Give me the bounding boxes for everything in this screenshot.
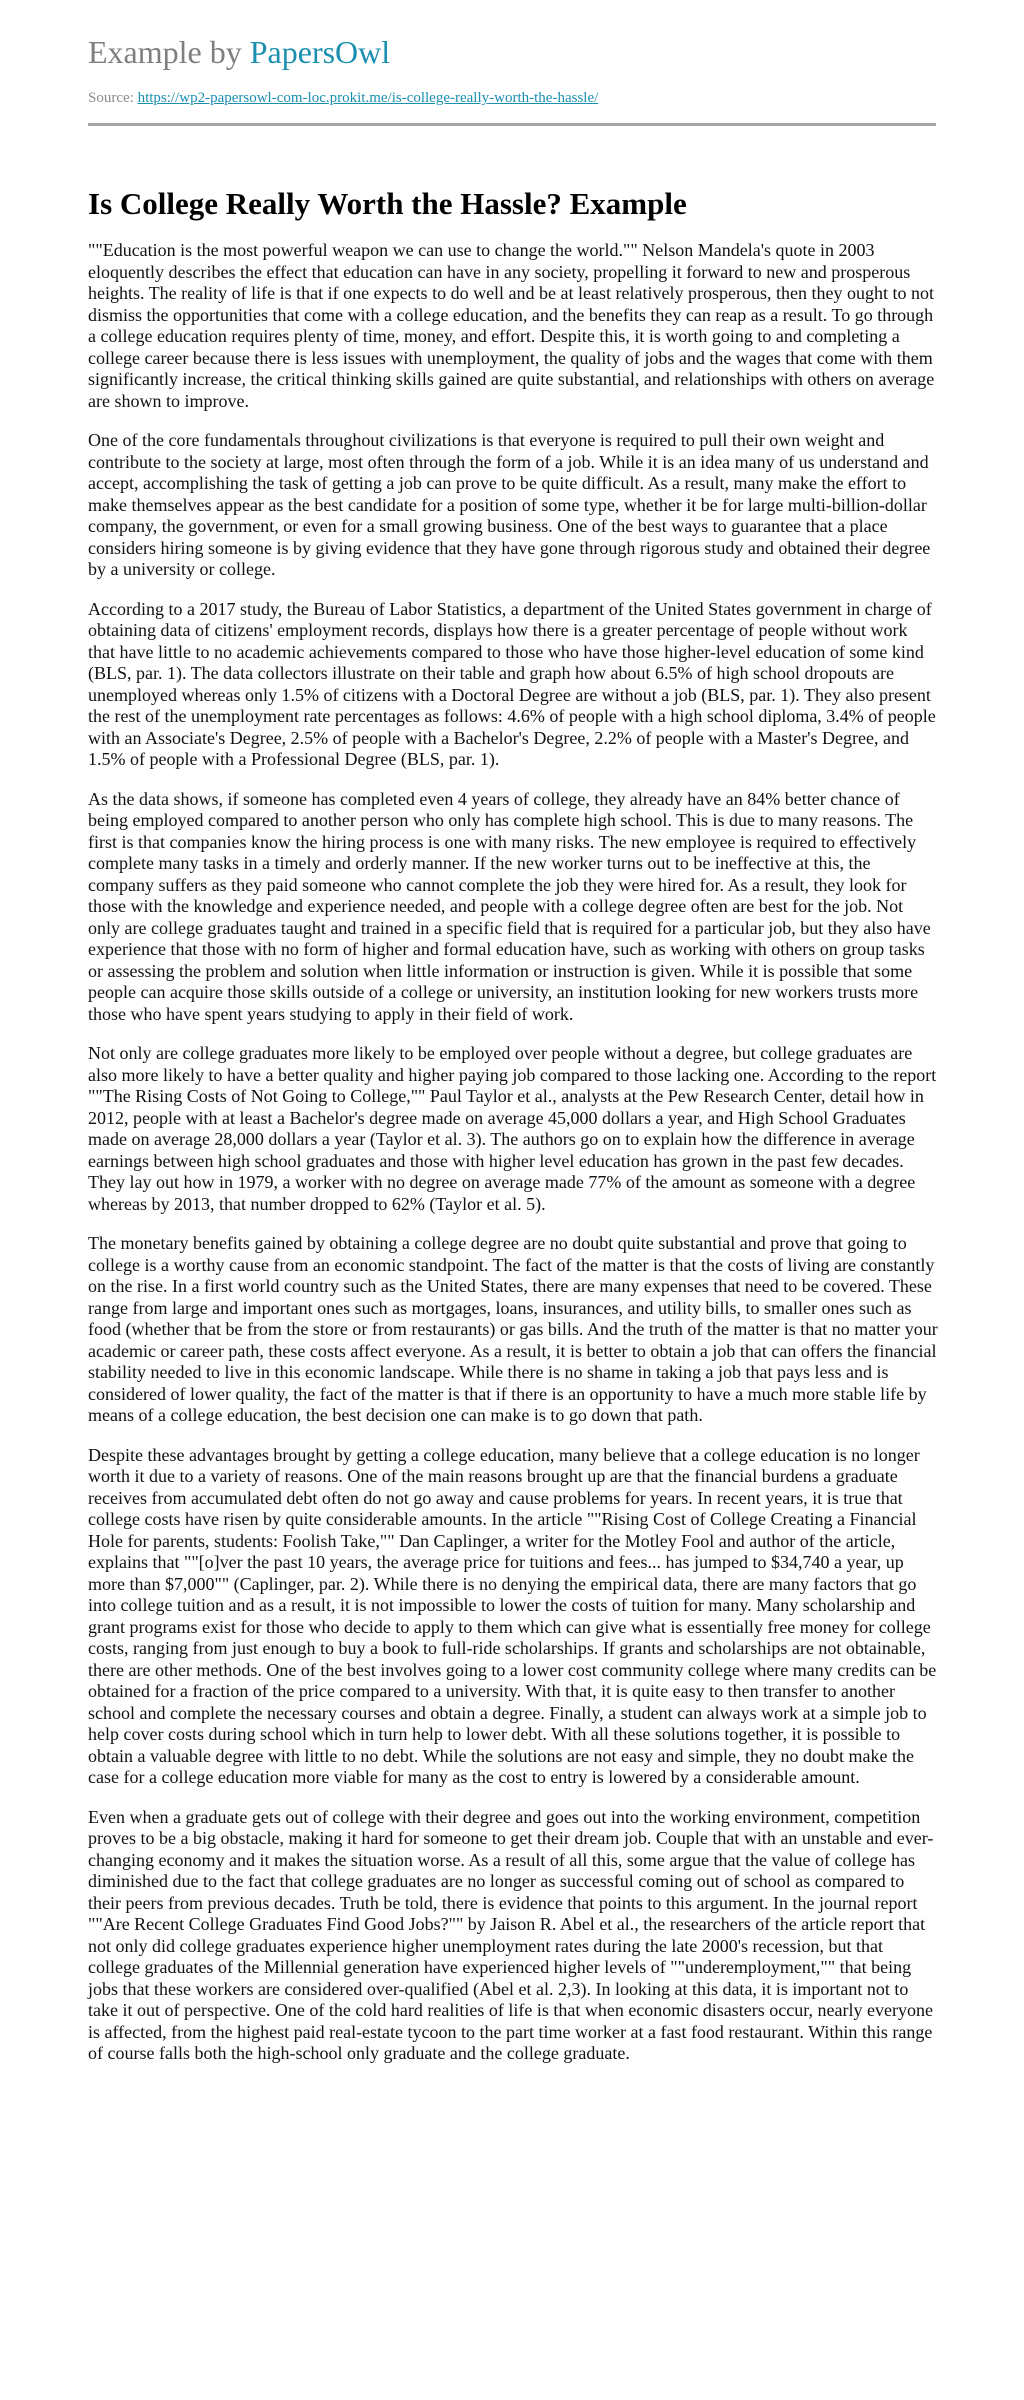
example-by-label: Example by (88, 34, 250, 70)
paragraph-4: As the data shows, if someone has completed even 4 years of college, they already have an 84% better chance of being employed compared to another person who only has complete high school. This is due to many reasons. The first is that companies know the hiring process is one with many risks. The new employee is required to effectively complete many tasks in a timely and orderly manner. If the new worker turns out to be ineffective at this, the company suffers as they paid someone who cannot complete the job they were hired for. As a result, they look for those with the knowledge and experience needed, and people with a college degree often are best for the job. Not only are college graduates taught and trained in a specific field that is required for a particular job, but they also have experience that those with no form of higher and formal education have, such as working with others on group tasks or assessing the problem and solution when little information or instruction is given. While it is possible that some people can acquire those skills outside of a college or university, an institution looking for new workers trusts more those who have spent years studying to apply in their field of work. (88, 788, 931, 1024)
page-header (88, 30, 936, 108)
brand-name: PapersOwl (249, 34, 391, 70)
paragraph-2: One of the core fundamentals throughout civilizations is that everyone is required to pull their own weight and contribute to the society at large, most often through the form of a job. While it is an idea many of us understand and accept, accomplishing the task of getting a job can prove to be quite difficult. As a result, many make the effort to make themselves appear as the best candidate for a position of some type, whether it be for large multi-billion-dollar company, the government, or even for a small growing business. One of the best ways to guarantee that a place considers hiring someone is by giving evidence that they have gone through rigorous study and obtained their degree by a university or college. (88, 430, 931, 579)
paragraph-5: Not only are college graduates more likely to be employed over people without a degree, but college graduates are also more likely to have a better quality and higher paying job compared to those lacking one. According to the report ""The Rising Costs of Not Going to College,"" Paul Taylor et al., analysts at the Pew Research Center, detail how in 2012, people with at least a Bachelor's degree made on average 45,000 dollars a year, and High School Graduates made on average 28,000 dollars a year (Taylor et al. 3). The authors go on to explain how the difference in average earnings between high school graduates and those with higher level education has grown in the past few decades. They lay out how in 1979, a worker with no degree on average made 77% of the amount as someone with a degree whereas by 2013, that number dropped to 62% (Taylor et al. 5). (88, 1043, 937, 1214)
source-link[interactable]: https://wp2-papersowl-com-loc.prokit.me/is-college-really-worth-the-hassle/ (137, 90, 599, 106)
example-by-heading (88, 30, 936, 74)
source-label: Source: (88, 90, 138, 106)
source-line (88, 88, 936, 108)
article-body (88, 240, 938, 2083)
paragraph-8: Even when a graduate gets out of college with their degree and goes out into the working environment, competition proves to be a big obstacle, making it hard for someone to get their dream job. Couple that with an unstable and ever-changing economy and it makes the situation worse. As a result of all this, some argue that the value of college has diminished due to the fact that college graduates are no longer as successful coming out of school as compared to their peers from previous decades. Truth be told, there is evidence that points to this argument. In the journal report ""Are Recent College Graduates Find Good Jobs?"" by Jaison R. Abel et al., the researchers of the article report that not only did college graduates experience higher unemployment rates during the late 2000's recession, but that college graduates of the Millennial generation have experienced higher levels of ""underemployment,"" that being jobs that these workers are considered over-qualified (Abel et al. 2,3). In looking at this data, it is important not to take it out of perspective. One of the cold hard realities of life is that when economic disasters occur, nearly everyone is affected, from the highest paid real-estate tycoon to the part time worker at a fast food restaurant. Within this range of course falls both the high-school only graduate and the college graduate. (88, 1806, 934, 2063)
paragraph-1: ""Education is the most powerful weapon we can use to change the world."" Nelson Mandela's quote in 2003 eloquently describes the effect that education can have in any society, propelling it forward to new and prosperous heights. The reality of life is that if one expects to do well and be at least relatively prosperous, then they ought to not dismiss the opportunities that come with a college education, and the benefits they can reap as a result. To go through a college education requires plenty of time, money, and effort. Despite this, it is worth going to and completing a college career because there is less issues with unemployment, the quality of jobs and the wages that come with them significantly increase, the critical thinking skills gained are quite substantial, and relationships with others on average are shown to improve. (88, 240, 935, 411)
paragraph-6: The monetary benefits gained by obtaining a college degree are no doubt quite substantial and prove that going to college is a worthy cause from an economic standpoint. The fact of the matter is that the costs of living are constantly on the rise. In a first world country such as the United States, there are many expenses that need to be covered. These range from large and important ones such as mortgages, loans, insurances, and utility bills, to smaller ones such as food (whether that be from the store or from restaurants) or gas bills. And the truth of the matter is that no matter your academic or career path, these costs affect everyone. As a result, it is better to obtain a job that can offers the financial stability needed to live in this economic landscape. While there is no shame in taking a job that pays less and is considered of lower quality, the fact of the matter is that if there is an opportunity to have a much more stable life by means of a college education, the best decision one can make is to go down that path. (88, 1233, 938, 1425)
paragraph-7: Despite these advantages brought by getting a college education, many believe that a college education is no longer worth it due to a variety of reasons. One of the main reasons brought up are that the financial burdens a graduate receives from accumulated debt often do not go away and cause problems for years. In recent years, it is true that college costs have risen by quite considerable amounts. In the article ""Rising Cost of College Creating a Financial Hole for parents, students: Foolish Take,"" Dan Caplinger, a writer for the Motley Fool and author of the article, explains that ""[o]ver the past 10 years, the average price for tuitions and fees... has jumped to $34,740 a year, up more than $7,000"" (Caplinger, par. 2). While there is no denying the empirical data, there are many factors that go into college tuition and as a result, it is not impossible to lower the costs of tuition for many. Many scholarship and grant programs exist for those who decide to apply to them which can give what is essentially free money for college costs, ranging from just enough to buy a book to full-ride scholarships. If grants and scholarships are not obtainable, there are other methods. One of the best involves going to a lower cost community college where many credits can be obtained for a fraction of the price compared to a university. With that, it is quite easy to then transfer to another school and complete the necessary courses and obtain a degree. Finally, a student can always work at a simple job to help cover costs during school which in turn help to lower debt. With all these solutions together, it is possible to obtain a valuable degree with little to no debt. While the solutions are not easy and simple, they no doubt make the case for a college education more viable for many as the cost to entry is lowered by a considerable amount. (88, 1444, 937, 1787)
article-title: Is College Really Worth the Hassle? Example (88, 186, 687, 221)
paragraph-3: According to a 2017 study, the Bureau of Labor Statistics, a department of the United States government in charge of obtaining data of citizens' employment records, displays how there is a greater percentage of people without work that have little to no academic achievements compared to those who have those higher-level education of some kind (BLS, par. 1). The data collectors illustrate on their table and graph how about 6.5% of high school dropouts are unemployed whereas only 1.5% of citizens with a Doctoral Degree are without a job (BLS, par. 1). They also present the rest of the unemployment rate percentages as follows: 4.6% of people with a high school diploma, 3.4% of people with an Associate's Degree, 2.5% of people with a Bachelor's Degree, 2.2% of people with a Master's Degree, and 1.5% of people with a Professional Degree (BLS, par. 1). (88, 598, 936, 769)
header-divider (88, 123, 936, 126)
